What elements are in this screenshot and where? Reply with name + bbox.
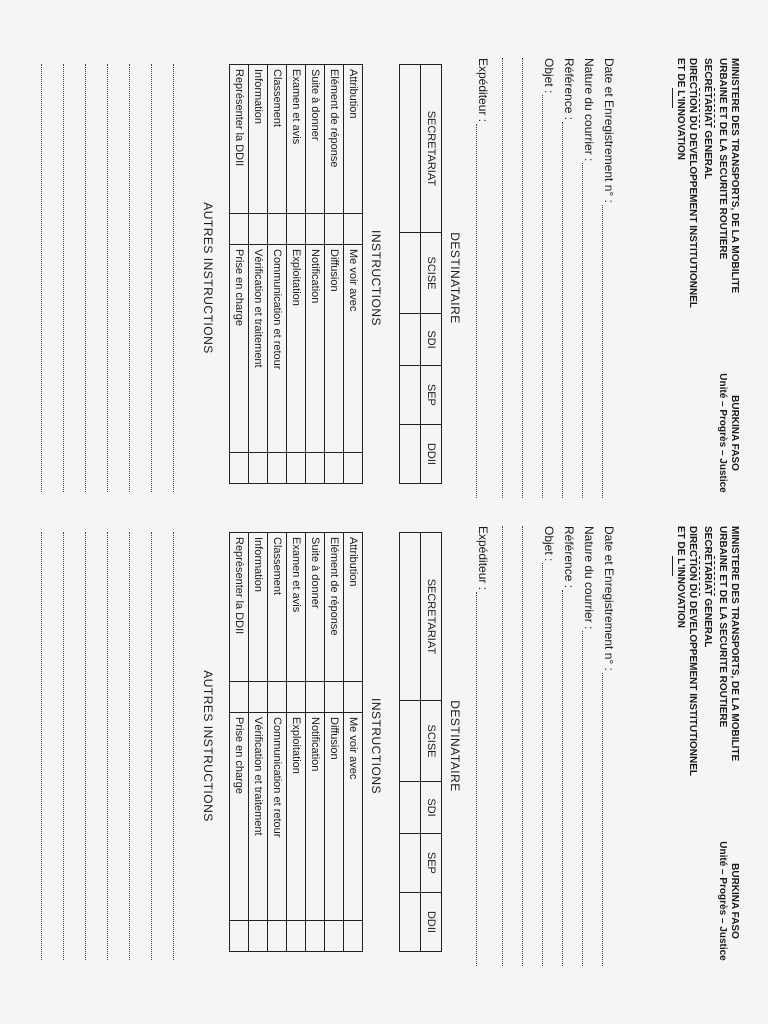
instr-label: Exploitation — [287, 713, 306, 921]
instr-checkbox[interactable] — [287, 453, 306, 484]
dotted-line[interactable] — [129, 532, 151, 960]
objet-field[interactable] — [542, 526, 562, 966]
reference-label: Référence : — [562, 58, 576, 121]
destinataire-title: DESTINATAIRE — [448, 700, 462, 792]
reference-field[interactable] — [562, 526, 582, 966]
dotted-line[interactable] — [85, 64, 107, 492]
dest-checkbox[interactable] — [400, 314, 421, 366]
date-label: Date et Enregistrement n° : — [602, 58, 616, 203]
table-row — [287, 533, 306, 952]
dotted-line — [476, 124, 491, 498]
country-name: BURKINA FASO — [729, 395, 740, 471]
table-row — [344, 533, 363, 952]
instr-checkbox[interactable] — [325, 921, 344, 952]
table-row — [230, 65, 249, 484]
dotted-line[interactable] — [173, 64, 195, 492]
dest-checkbox[interactable] — [400, 892, 421, 951]
expediteur-label: Expéditeur : — [476, 58, 490, 123]
instr-checkbox[interactable] — [306, 453, 325, 484]
dest-cell-secretariat: SECRETARIAT — [421, 65, 442, 233]
dest-checkbox[interactable] — [400, 424, 421, 483]
instr-label: Elément de réponse — [325, 65, 344, 214]
instr-checkbox[interactable] — [344, 453, 363, 484]
instr-checkbox[interactable] — [230, 682, 249, 713]
nature-field[interactable] — [582, 526, 602, 966]
table-row — [249, 65, 268, 484]
instr-label: Me voir avec — [344, 713, 363, 921]
header-separator — [672, 556, 673, 576]
objet-label: Objet : — [542, 58, 556, 94]
instructions-table — [229, 64, 363, 484]
routing-slip-2 — [20, 526, 740, 966]
date-field[interactable] — [602, 526, 622, 966]
dest-cell-sdi: SDI — [421, 782, 442, 834]
expediteur-label: Expéditeur : — [476, 526, 490, 591]
ministry-line-1: MINISTERE DES TRANSPORTS, DE LA MOBILITE — [729, 526, 740, 762]
instr-checkbox[interactable] — [306, 682, 325, 713]
ministry-line-2: URBAINE ET DE LA SECURITE ROUTIERE — [717, 526, 728, 728]
dotted-line — [476, 592, 491, 966]
destinataire-table — [399, 532, 442, 952]
instr-checkbox[interactable] — [249, 921, 268, 952]
dest-cell-ddii: DDII — [421, 892, 442, 951]
autres-instructions-title: AUTRES INSTRUCTIONS — [201, 202, 215, 354]
instr-checkbox[interactable] — [268, 921, 287, 952]
dest-cell-secretariat: SECRETARIAT — [421, 533, 442, 701]
ministry-block — [672, 58, 740, 358]
reference-field[interactable] — [562, 58, 582, 498]
instr-checkbox[interactable] — [268, 682, 287, 713]
instr-label: Information — [249, 533, 268, 682]
reference-label: Référence : — [562, 526, 576, 589]
ministry-line-2: URBAINE ET DE LA SECURITE ROUTIERE — [717, 58, 728, 260]
table-row — [268, 65, 287, 484]
dotted-line[interactable] — [107, 64, 129, 492]
ministry-block — [672, 526, 740, 826]
instr-checkbox[interactable] — [268, 453, 287, 484]
dotted-line — [602, 673, 617, 966]
header-separator — [699, 88, 700, 128]
table-row — [344, 65, 363, 484]
instr-checkbox[interactable] — [344, 214, 363, 245]
header-separator — [699, 556, 700, 596]
instr-label: Communication et retour — [268, 245, 287, 453]
dest-checkbox[interactable] — [400, 232, 421, 313]
instr-label: Exploitation — [287, 245, 306, 453]
dotted-line — [602, 205, 617, 498]
dotted-line — [562, 590, 577, 966]
instr-checkbox[interactable] — [287, 682, 306, 713]
dotted-line[interactable] — [107, 532, 129, 960]
autres-instructions-lines — [41, 64, 195, 492]
direction-line-1: DIRECTION DU DEVELOPPEMENT INSTITUTIONNEL — [687, 58, 698, 309]
instr-label: Diffusion — [325, 713, 344, 921]
instr-label: Prise en charge — [230, 245, 249, 453]
date-label: Date et Enregistrement n° : — [602, 526, 616, 671]
dotted-line[interactable] — [173, 532, 195, 960]
instr-label: Examen et avis — [287, 533, 306, 682]
dest-checkbox[interactable] — [400, 65, 421, 233]
instr-checkbox[interactable] — [306, 214, 325, 245]
dotted-line[interactable] — [151, 532, 173, 960]
ministry-line-1: MINISTERE DES TRANSPORTS, DE LA MOBILITE — [729, 58, 740, 294]
header-separator — [714, 556, 715, 596]
table-row — [306, 65, 325, 484]
dotted-line[interactable] — [63, 532, 85, 960]
dotted-line — [542, 563, 557, 966]
instr-label: Information — [249, 65, 268, 214]
secretariat-line: SECRETARIAT GENERAL — [702, 58, 713, 180]
dest-checkbox[interactable] — [400, 782, 421, 834]
instr-label: Me voir avec — [344, 245, 363, 453]
instr-label: Vérification et traitement — [249, 713, 268, 921]
instructions-title: INSTRUCTIONS — [369, 698, 383, 794]
dest-checkbox[interactable] — [400, 833, 421, 892]
nature-label: Nature du courrier : — [582, 526, 596, 630]
header-separator — [672, 88, 673, 108]
table-row — [230, 533, 249, 952]
country-motto: Unité – Progrès – Justice — [717, 373, 728, 493]
instr-checkbox[interactable] — [230, 214, 249, 245]
instr-checkbox[interactable] — [249, 682, 268, 713]
autres-instructions-title: AUTRES INSTRUCTIONS — [201, 670, 215, 822]
instr-label: Diffusion — [325, 245, 344, 453]
instr-label: Communication et retour — [268, 713, 287, 921]
instr-checkbox[interactable] — [325, 682, 344, 713]
instr-checkbox[interactable] — [230, 921, 249, 952]
dotted-line[interactable] — [63, 64, 85, 492]
instr-label: Classement — [268, 533, 287, 682]
instr-label: Elément de réponse — [325, 533, 344, 682]
slip-header — [622, 58, 740, 498]
table-row — [268, 533, 287, 952]
table-row — [325, 65, 344, 484]
dotted-line[interactable] — [502, 58, 522, 498]
direction-line-2: ET DE L'INNOVATION — [675, 526, 686, 629]
nature-label: Nature du courrier : — [582, 58, 596, 162]
autres-instructions-lines — [41, 532, 195, 960]
instr-label: Examen et avis — [287, 65, 306, 214]
instr-checkbox[interactable] — [249, 453, 268, 484]
dest-cell-ddii: DDII — [421, 424, 442, 483]
instr-label: Classement — [268, 65, 287, 214]
dest-cell-scise: SCISE — [421, 232, 442, 313]
dest-cell-sep: SEP — [421, 365, 442, 424]
instr-checkbox[interactable] — [230, 453, 249, 484]
routing-slip-1 — [20, 58, 740, 498]
instr-checkbox[interactable] — [344, 921, 363, 952]
instr-checkbox[interactable] — [268, 214, 287, 245]
instr-checkbox[interactable] — [344, 682, 363, 713]
instr-checkbox[interactable] — [325, 214, 344, 245]
dotted-line — [582, 163, 597, 498]
dotted-line[interactable] — [85, 532, 107, 960]
table-row — [325, 533, 344, 952]
expediteur-field[interactable] — [476, 526, 496, 966]
country-motto: Unité – Progrès – Justice — [717, 841, 728, 961]
expediteur-field[interactable] — [476, 58, 496, 498]
country-name: BURKINA FASO — [729, 863, 740, 939]
instr-checkbox[interactable] — [325, 453, 344, 484]
dotted-line[interactable] — [522, 58, 542, 498]
instr-label: Prise en charge — [230, 713, 249, 921]
slip-header — [622, 526, 740, 966]
dotted-line[interactable] — [522, 526, 542, 966]
dotted-line[interactable] — [41, 532, 63, 960]
nature-field[interactable] — [582, 58, 602, 498]
instr-label: Vérification et traitement — [249, 245, 268, 453]
country-block — [716, 836, 740, 966]
objet-field[interactable] — [542, 58, 562, 498]
instr-label: Notification — [306, 245, 325, 453]
instr-checkbox[interactable] — [287, 214, 306, 245]
dotted-line[interactable] — [502, 526, 522, 966]
instr-checkbox[interactable] — [306, 921, 325, 952]
instr-label: Notification — [306, 713, 325, 921]
dotted-line[interactable] — [151, 64, 173, 492]
instructions-table — [229, 532, 363, 952]
instr-label: Représenter la DDII — [230, 533, 249, 682]
country-block — [716, 368, 740, 498]
date-field[interactable] — [602, 58, 622, 498]
dest-checkbox[interactable] — [400, 533, 421, 701]
dest-checkbox[interactable] — [400, 365, 421, 424]
secretariat-line: SECRETARIAT GENERAL — [702, 526, 713, 648]
instr-label: Suite à donner — [306, 65, 325, 214]
dest-cell-sdi: SDI — [421, 314, 442, 366]
header-separator — [714, 88, 715, 128]
dotted-line — [562, 122, 577, 498]
dotted-line[interactable] — [41, 64, 63, 492]
table-row — [249, 533, 268, 952]
dest-cell-scise: SCISE — [421, 700, 442, 781]
table-row — [306, 533, 325, 952]
instr-checkbox[interactable] — [249, 214, 268, 245]
dotted-line — [582, 631, 597, 966]
instr-label: Attribution — [344, 65, 363, 214]
dotted-line — [542, 95, 557, 498]
table-row — [287, 65, 306, 484]
direction-line-1: DIRECTION DU DEVELOPPEMENT INSTITUTIONNEL — [687, 526, 698, 777]
direction-line-2: ET DE L'INNOVATION — [675, 58, 686, 161]
destinataire-title: DESTINATAIRE — [448, 232, 462, 324]
instructions-title: INSTRUCTIONS — [369, 230, 383, 326]
instr-checkbox[interactable] — [287, 921, 306, 952]
instr-label: Attribution — [344, 533, 363, 682]
dest-cell-sep: SEP — [421, 833, 442, 892]
instr-label: Suite à donner — [306, 533, 325, 682]
objet-label: Objet : — [542, 526, 556, 562]
instr-label: Représenter la DDII — [230, 65, 249, 214]
dest-checkbox[interactable] — [400, 700, 421, 781]
dotted-line[interactable] — [129, 64, 151, 492]
destinataire-table — [399, 64, 442, 484]
